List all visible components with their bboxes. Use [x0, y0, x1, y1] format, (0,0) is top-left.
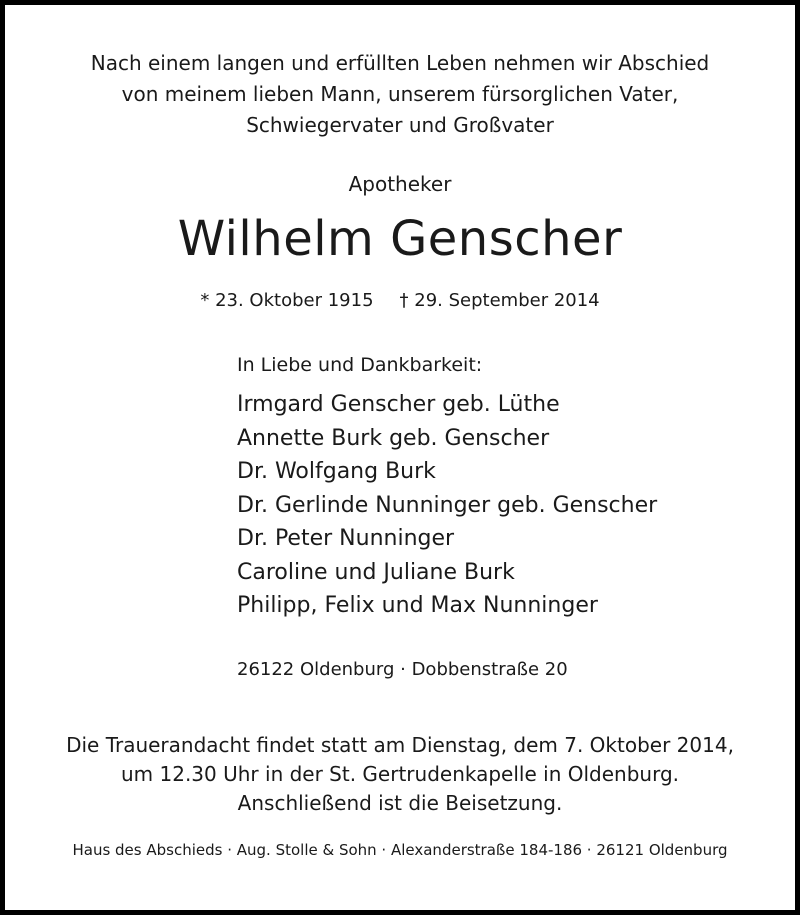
intro-line: Schwiegervater und Großvater — [246, 113, 554, 137]
family-group — [237, 556, 657, 622]
intro-line: Nach einem langen und erfüllten Leben nehmen wir Abschied — [90, 51, 710, 75]
family-member: Irmgard Genscher geb. Lüthe — [237, 392, 560, 417]
family-member: Annette Burk geb. Genscher — [237, 426, 550, 451]
service-line: um 12.30 Uhr in der St. Gertrudenkapelle in Oldenburg. — [120, 762, 679, 786]
funeral-home: Haus des Abschieds · Aug. Stolle & Sohn · Alexanderstraße 184-186 · 26121 Oldenburg — [72, 841, 728, 859]
family-member: Dr. Wolfgang Burk — [237, 459, 436, 484]
birth-date: * 23. Oktober 1915 — [200, 290, 374, 311]
life-dates — [5, 288, 795, 314]
intro-line: von meinem lieben Mann, unserem fürsorglichen Vater, — [121, 82, 679, 106]
family-group — [237, 388, 657, 421]
service-line: Die Trauerandacht findet statt am Dienstag, dem 7. Oktober 2014, — [66, 733, 734, 757]
family-member: Caroline und Juliane Burk — [237, 560, 515, 585]
family-member: Philipp, Felix und Max Nunninger — [237, 593, 598, 618]
family-address: 26122 Oldenburg · Dobbenstraße 20 — [237, 659, 568, 680]
family-group — [237, 422, 657, 488]
intro-text — [5, 48, 795, 141]
service-line: Anschließend ist die Beisetzung. — [237, 791, 563, 815]
profession: Apotheker — [348, 172, 452, 196]
deceased-name: Wilhelm Genscher — [177, 211, 623, 267]
family-list — [237, 388, 657, 623]
family-group — [237, 489, 657, 555]
family-member: Dr. Gerlinde Nunninger geb. Genscher — [237, 493, 658, 518]
death-date: † 29. September 2014 — [399, 290, 600, 311]
family-member: Dr. Peter Nunninger — [237, 526, 455, 551]
family-intro: In Liebe und Dankbarkeit: — [237, 354, 483, 376]
service-info — [5, 731, 795, 818]
